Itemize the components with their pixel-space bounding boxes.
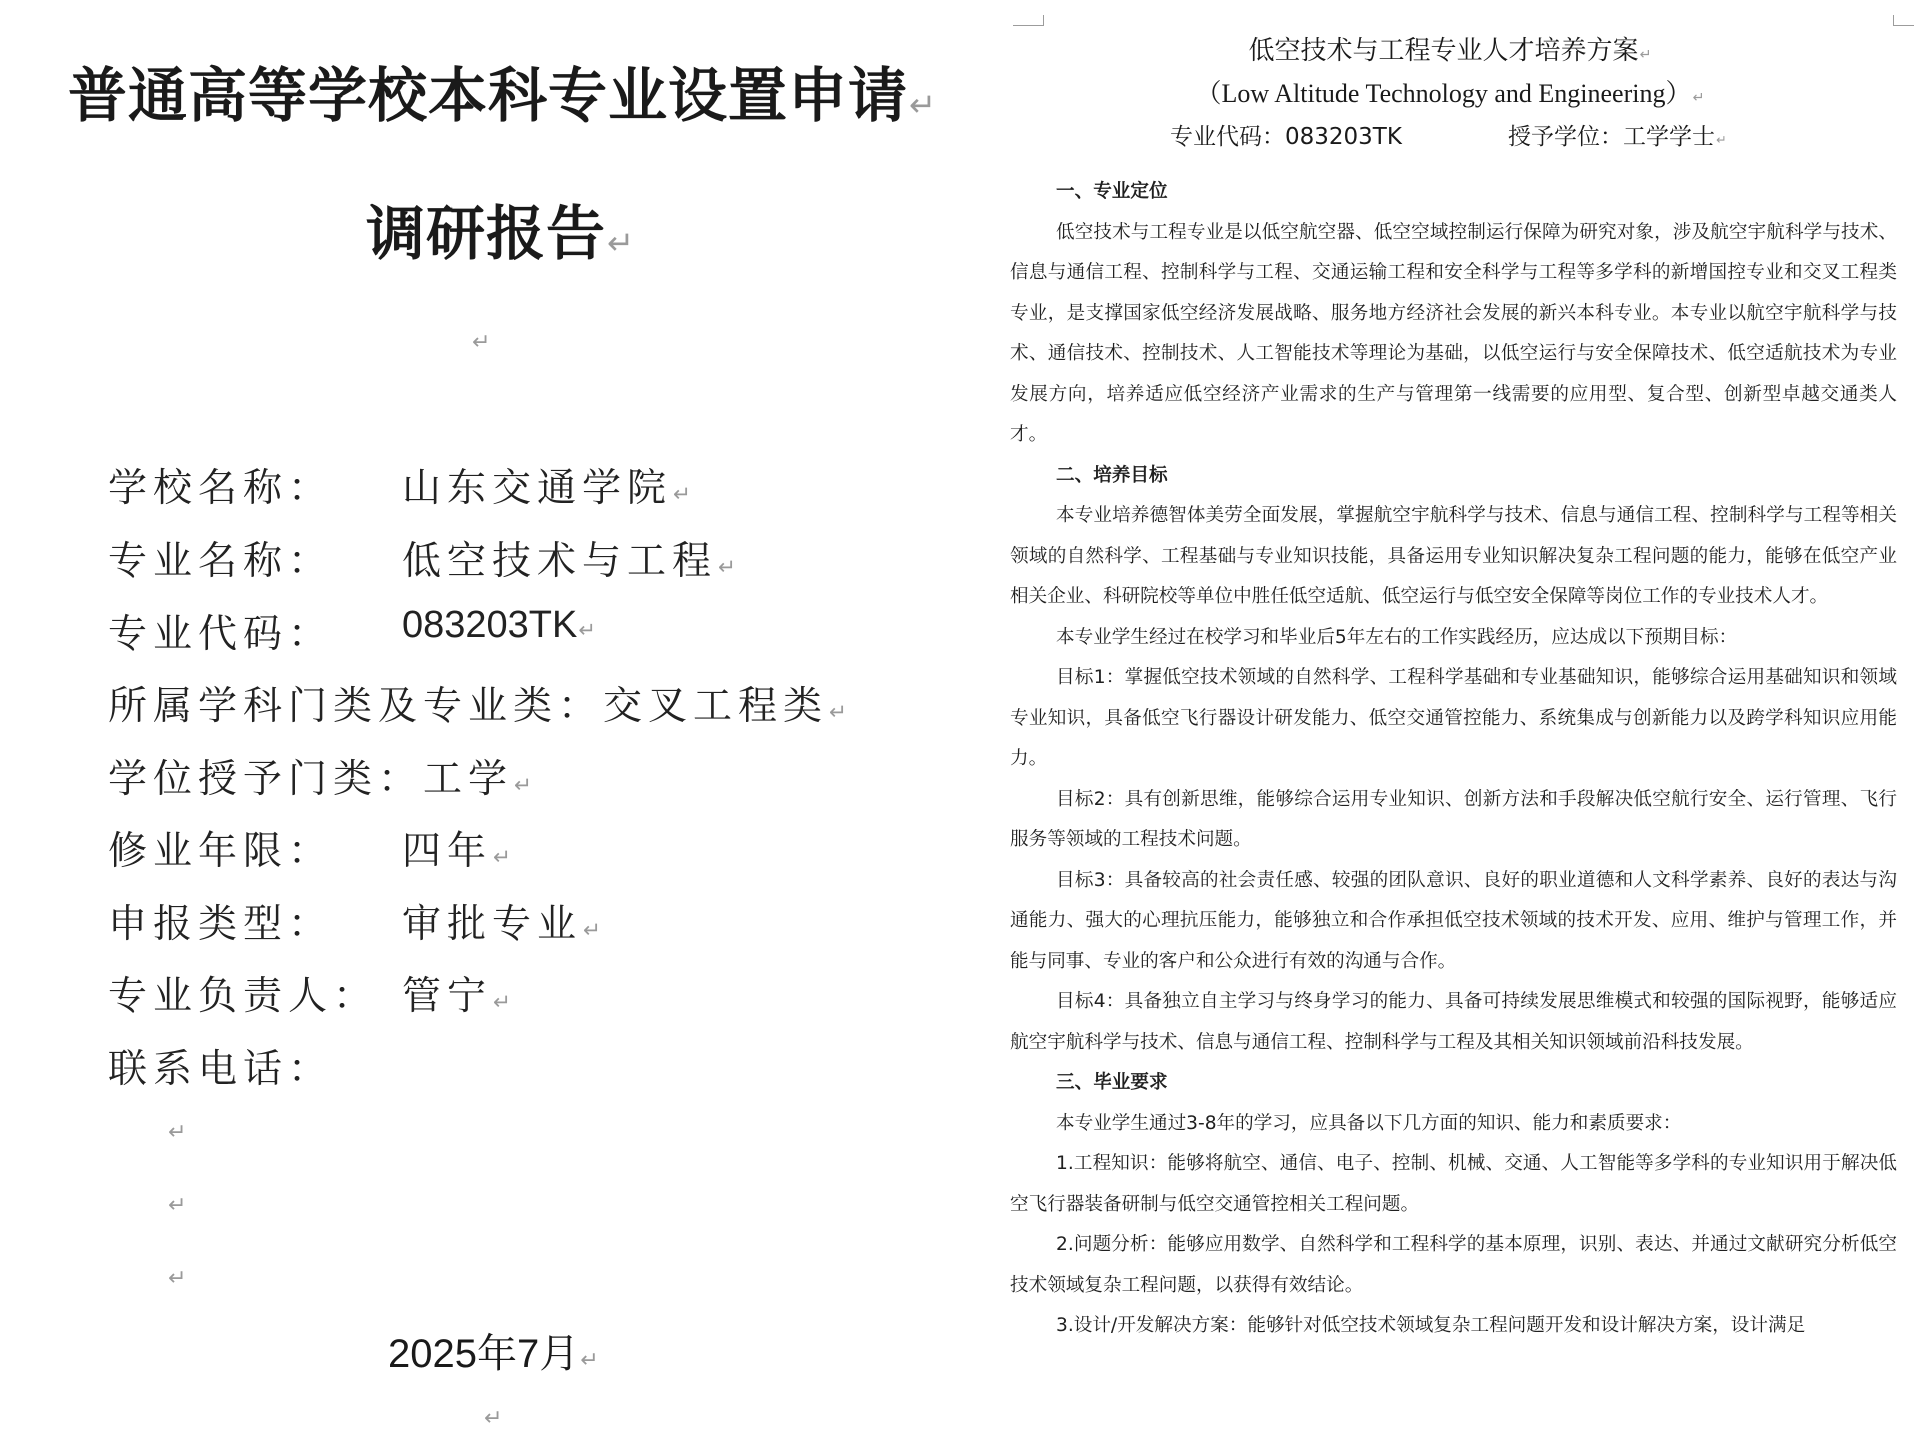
cover-title-line2: 调研报告↵ [366, 199, 636, 268]
field-label-duration: 修业年限： [108, 829, 334, 874]
field-discipline: 所属学科门类及专业类：交叉工程类↵ [108, 684, 853, 729]
field-label-code: 专业代码： [108, 612, 334, 657]
body-paragraph: 本专业学生通过3-8年的学习，应具备以下几方面的知识、能力和素质要求： [1056, 1112, 1682, 1134]
plan-major-code: 专业代码：083203TK [1170, 124, 1402, 150]
field-value-duration: 四年↵ [402, 829, 517, 874]
field-value-school: 山东交通学院↵ [402, 466, 697, 511]
margin-corner-marker [1013, 15, 1044, 26]
field-label-type: 申报类型： [108, 902, 334, 947]
paragraph-mark: ↵ [472, 330, 491, 355]
section-heading: 三、毕业要求 [1056, 1072, 1168, 1093]
plan-degree: 授予学位：工学学士↵ [1508, 124, 1727, 150]
field-value-leader: 管宁↵ [402, 974, 517, 1019]
field-value-code: 083203TK↵ [402, 604, 596, 646]
cover-title-line1: 普通高等学校本科专业设置申请↵ [68, 61, 938, 130]
body-paragraph: 本专业学生经过在校学习和毕业后5年左右的工作实践经历，应达成以下预期目标： [1056, 626, 1738, 648]
requirement-paragraph: 1.工程知识：能够将航空、通信、电子、控制、机械、交通、人工智能等多学科的专业知识用于解决低空飞行器装备研制与低空交通管控相关工程问题。 [1010, 1153, 1897, 1215]
section-heading: 二、培养目标 [1056, 464, 1168, 486]
paragraph-mark: ↵ [484, 1406, 503, 1431]
requirement-paragraph: 3.设计/开发解决方案：能够针对低空技术领域复杂工程问题开发和设计解决方案，设计满足 [1056, 1315, 1806, 1336]
field-label-school: 学校名称： [108, 466, 334, 511]
paragraph-mark: ↵ [168, 1266, 187, 1291]
field-degree-category: 学位授予门类：工学↵ [108, 757, 538, 802]
goal-paragraph: 目标4：具备独立自主学习与终身学习的能力、具备可持续发展思维模式和较强的国际视野，能够适应航空宇航科学与技术、信息与通信工程、控制科学与工程及其相关知识领域前沿科技发展。 [1010, 991, 1897, 1053]
field-label-major: 专业名称： [108, 539, 334, 584]
margin-corner-marker [1893, 15, 1914, 26]
paragraph-mark: ↵ [168, 1193, 187, 1218]
plan-title: 低空技术与工程专业人才培养方案↵ [1248, 36, 1652, 66]
goal-paragraph: 目标1：掌握低空技术领域的自然科学、工程科学基础和专业基础知识，能够综合运用基础知识和领域专业知识，具备低空飞行器设计研发能力、低空交通管控能力、系统集成与创新能力以及跨学科知识应用能力。 [1010, 667, 1897, 769]
section-heading: 一、专业定位 [1056, 181, 1168, 202]
plan-title-english: （Low Altitude Technology and Engineering）↵ [1195, 79, 1705, 108]
field-label-leader: 专业负责人： [108, 974, 379, 1019]
field-label-phone: 联系电话： [108, 1047, 334, 1092]
paragraph-mark: ↵ [168, 1120, 187, 1145]
body-paragraph: 低空技术与工程专业是以低空航空器、低空空域控制运行保障为研究对象，涉及航空宇航科学与技术、信息与通信工程、控制科学与工程、交通运输工程和安全科学与工程等多学科的新增国控专业和交叉工程类专业，是支撑国家低空经济发展战略、服务地方经济社会发展的新兴本科专业。本专业以航空宇航科学与技术、通信技术、控制技术、人工智能技术等理论为基础，以低空运行与安全保障技术、低空适航技术为专业发展方向，培养适应低空经济产业需求的生产与管理第一线需要的应用型、复合型、创新型卓越交通类人才。 [1010, 221, 1897, 445]
goal-paragraph: 目标3：具备较高的社会责任感、较强的团队意识、良好的职业道德和人文科学素养、良好的表达与沟通能力、强大的心理抗压能力，能够独立和合作承担低空技术领域的技术开发、应用、维护与管理工作，并能与同事、专业的客户和公众进行有效的沟通与合作。 [1010, 869, 1897, 972]
cover-date: 2025年7月↵ [388, 1332, 599, 1376]
field-value-major: 低空技术与工程↵ [402, 539, 742, 584]
goal-paragraph: 目标2：具有创新思维，能够综合运用专业知识、创新方法和手段解决低空航行安全、运行管理、飞行服务等领域的工程技术问题。 [1010, 788, 1897, 850]
plan-body [1010, 172, 1897, 1347]
field-value-type: 审批专业↵ [402, 902, 607, 947]
requirement-paragraph: 2.问题分析：能够应用数学、自然科学和工程科学的基本原理，识别、表达、并通过文献研究分析低空技术领域复杂工程问题，以获得有效结论。 [1010, 1234, 1897, 1296]
body-paragraph: 本专业培养德智体美劳全面发展，掌握航空宇航科学与技术、信息与通信工程、控制科学与工程等相关领域的自然科学、工程基础与专业知识技能，具备运用专业知识解决复杂工程问题的能力，能够在低空产业相关企业、科研院校等单位中胜任低空适航、低空运行与低空安全保障等岗位工作的专业技术人才。 [1010, 505, 1897, 607]
